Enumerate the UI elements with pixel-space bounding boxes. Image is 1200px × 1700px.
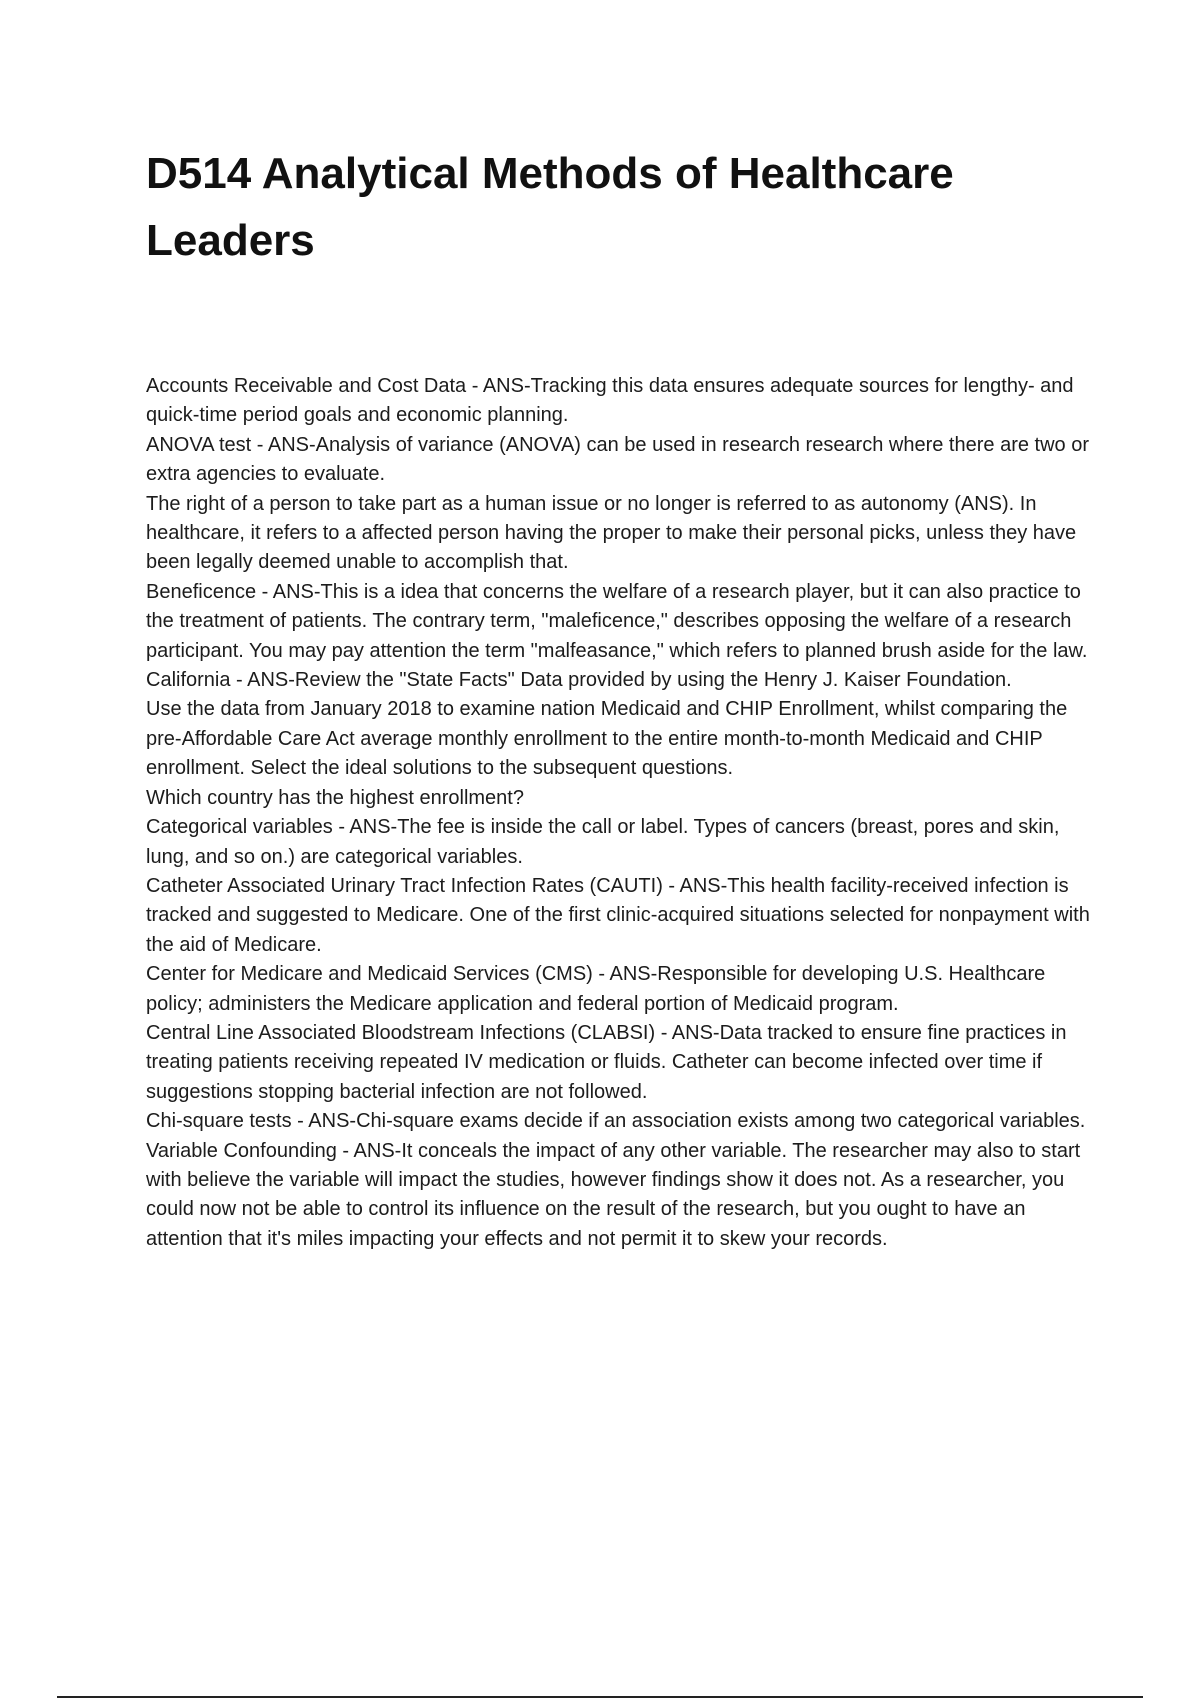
document-title: D514 Analytical Methods of Healthcare Leaders <box>146 149 954 265</box>
footer-divider <box>57 1696 1143 1698</box>
document-body-text: Accounts Receivable and Cost Data - ANS-Tracking this data ensures adequate sources for lengthy- and quick-time period goals and economic planning. ANOVA test - ANS-Analysis of variance (ANOVA) can be used in research research where there are two or extra agencies to evaluate. The right of a person to take part as a human issue or no longer is referred to as autonomy (ANS). In healthcare, it refers to a affected person having the proper to make their personal picks, unless they have been legally deemed unable to accomplish that. Beneficence - ANS-This is a idea that concerns the welfare of a research player, but it can also practice to the treatment of patients. The contrary term, "maleficence," describes opposing the welfare of a research participant. You may pay attention the term "malfeasance," which refers to planned brush aside for the law. California - ANS-Review the "State Facts" Data provided by using the Henry J. Kaiser Foundation. Use the data from January 2018 to examine nation Medicaid and CHIP Enrollment, whilst comparing the pre-Affordable Care Act average monthly enrollment to the entire month-to-month Medicaid and CHIP enrollment. Select the ideal solutions to the subsequent questions. Which country has the highest enrollment? Categorical variables - ANS-The fee is inside the call or label. Types of cancers (breast, pores and skin, lung, and so on.) are categorical variables. Catheter Associated Urinary Tract Infection Rates (CAUTI) - ANS-This health facility-received infection is tracked and suggested to Medicare. One of the first clinic-acquired situations selected for nonpayment with the aid of Medicare. Center for Medicare and Medicaid Services (CMS) - ANS-Responsible for developing U.S. Healthcare policy; administers the Medicare application and federal portion of Medicaid program. Central Line Associated Bloodstream Infections (CLABSI) - ANS-Data tracked to ensure fine practices in treating patients receiving repeated IV medication or fluids. Catheter can become infected over time if suggestions stopping bacterial infection are not followed. Chi-square tests - ANS-Chi-square exams decide if an association exists among two categorical variables. Variable Confounding - ANS-It conceals the impact of any other variable. The researcher may also to start with believe the variable will impact the studies, however findings show it does not. As a researcher, you could now not be able to control its influence on the result of the research, but you ought to have an attention that it's miles impacting your effects and not permit it to skew your records. <box>146 375 1090 1250</box>
